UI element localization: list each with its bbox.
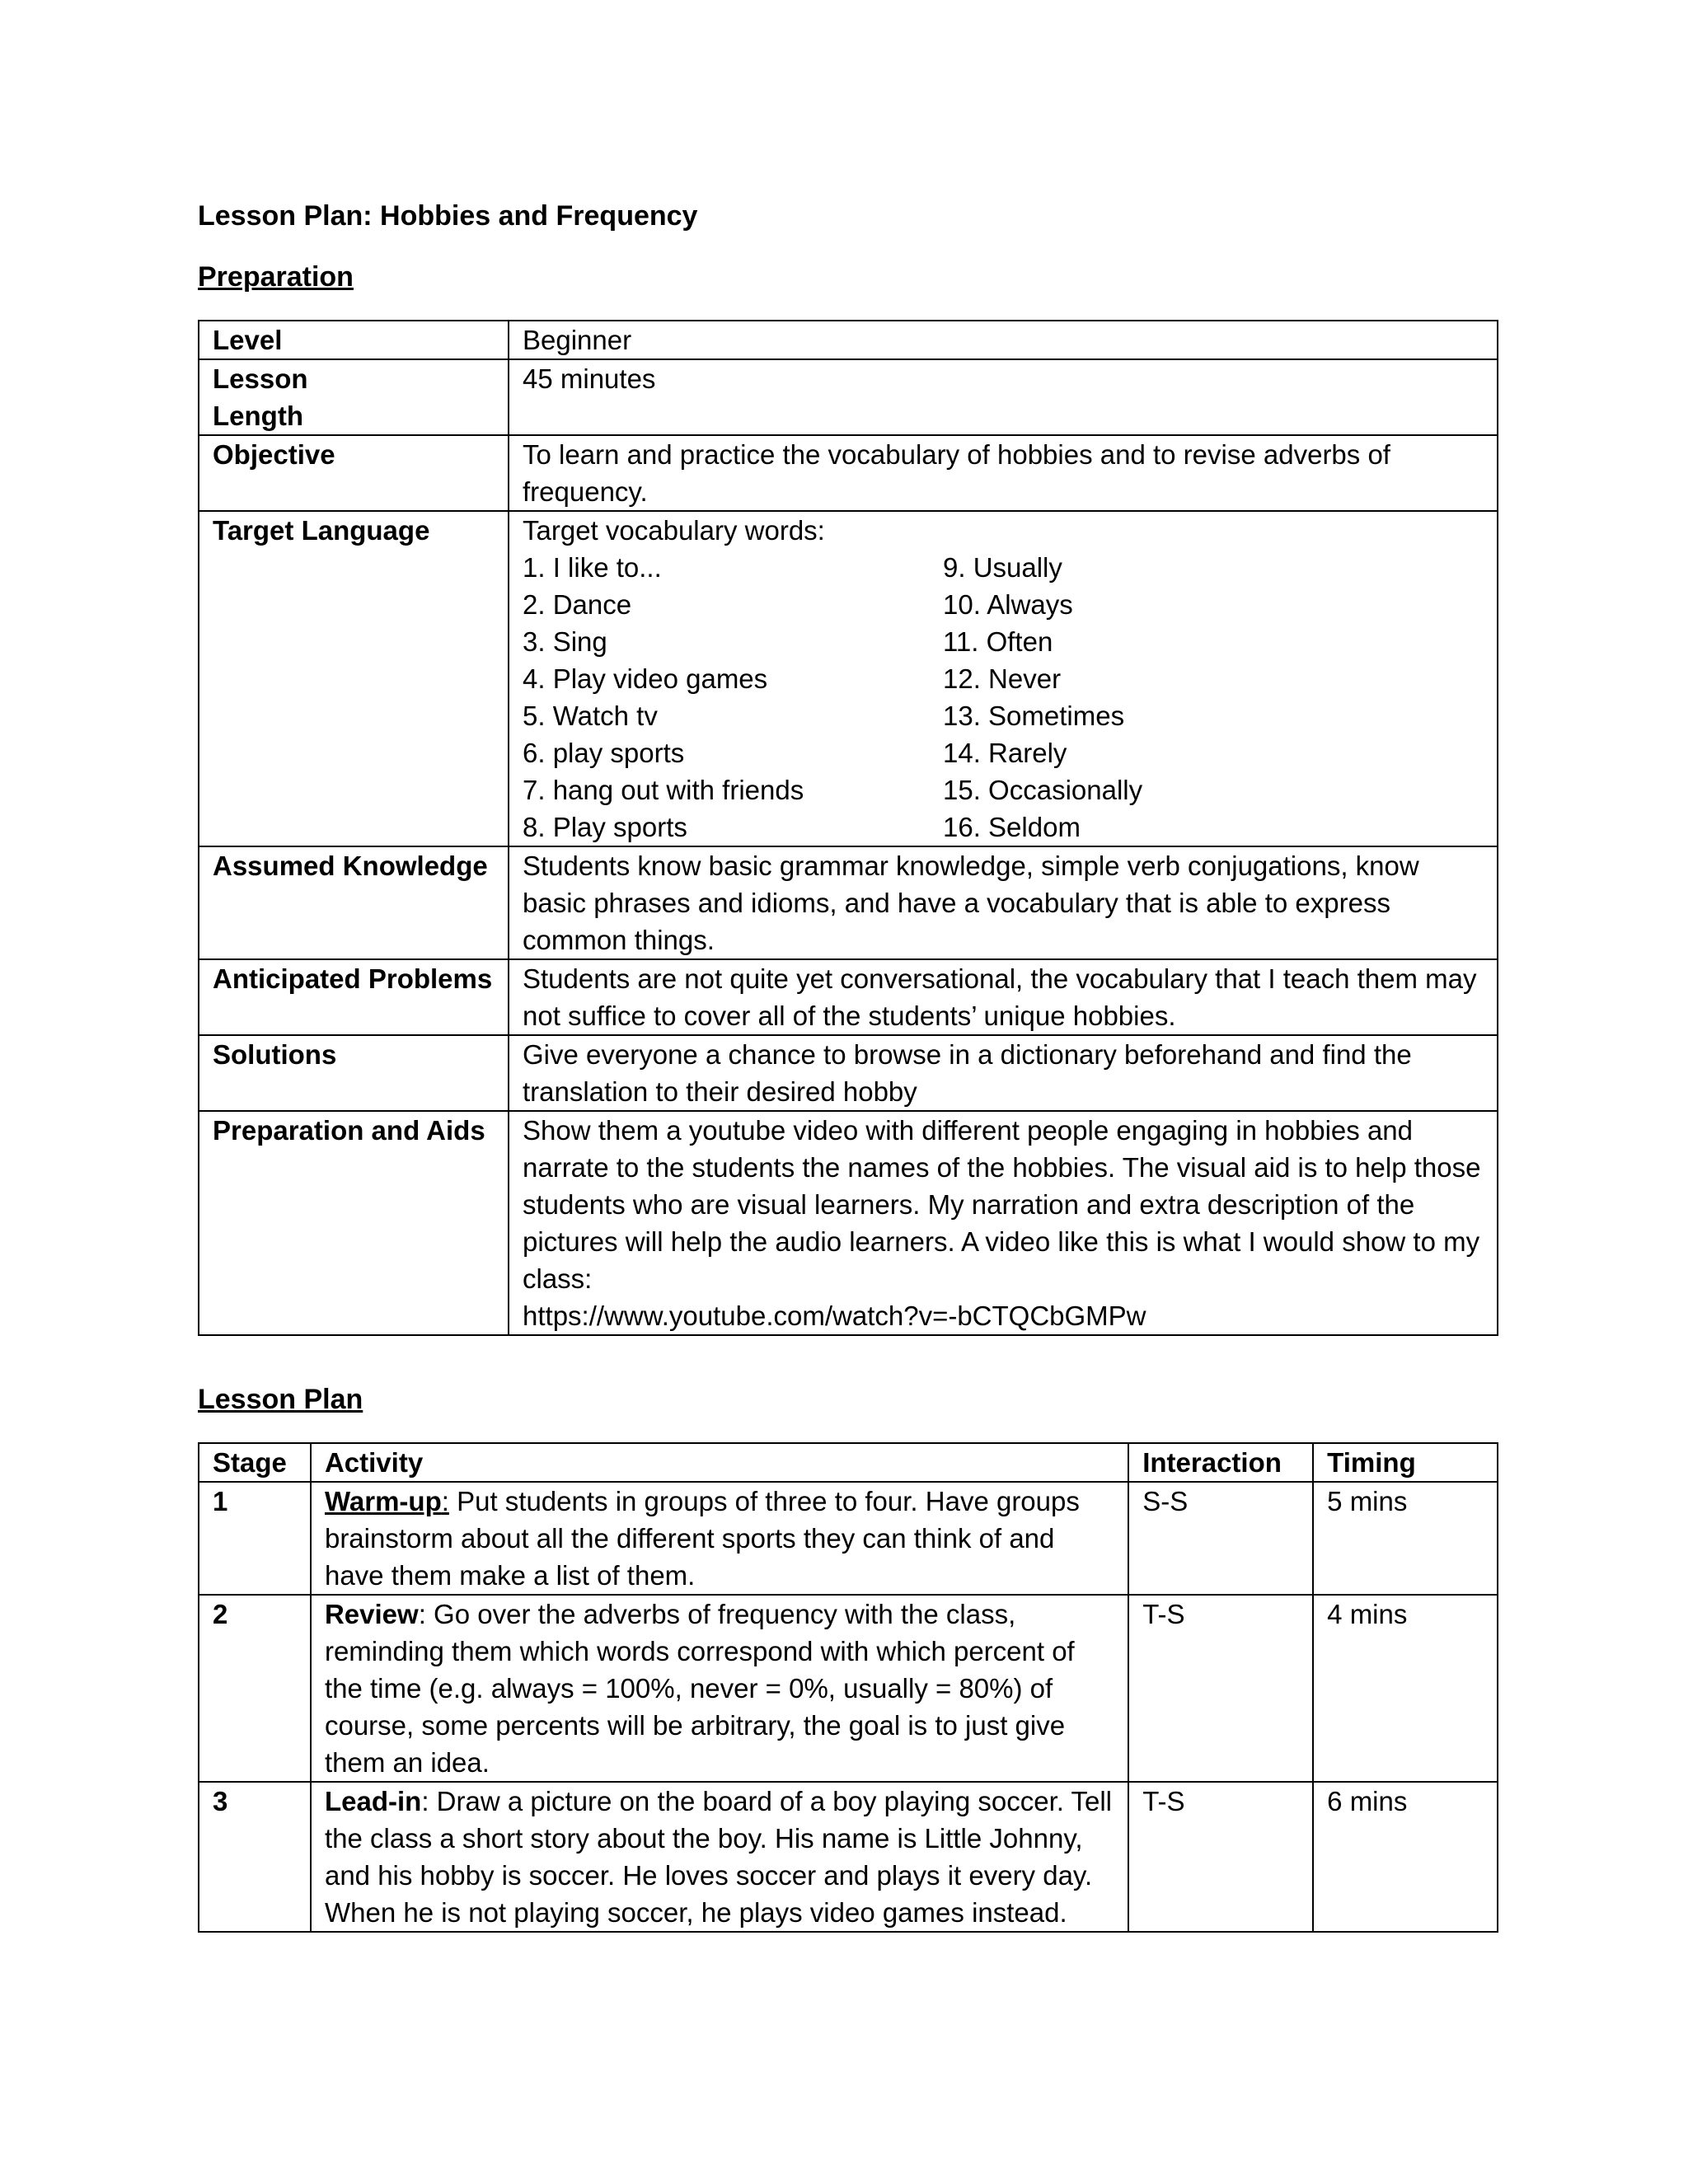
- lesson-length-label-line1: Lesson: [213, 363, 308, 394]
- preparation-aids-label: Preparation and Aids: [199, 1111, 509, 1335]
- activity-cell: [311, 1782, 1128, 1932]
- activity-separator: :: [441, 1486, 449, 1516]
- target-language-label: Target Language: [199, 511, 509, 846]
- target-vocabulary-intro: Target vocabulary words:: [523, 515, 825, 546]
- prep-row-lesson-length: [199, 359, 1498, 435]
- timing-cell: 5 mins: [1313, 1482, 1498, 1595]
- table-row: [199, 1595, 1498, 1782]
- table-row: [199, 1782, 1498, 1932]
- solutions-value: Give everyone a chance to browse in a dictionary beforehand and find the translation to their desired hobby: [509, 1035, 1498, 1111]
- level-value: Beginner: [509, 321, 1498, 359]
- solutions-label: Solutions: [199, 1035, 509, 1111]
- vocab-item: 6. play sports: [523, 738, 685, 768]
- preparation-aids-value: [509, 1111, 1498, 1335]
- activity-name: Lead-in: [324, 1786, 422, 1816]
- lesson-header-row: [199, 1443, 1498, 1482]
- timing-cell: 4 mins: [1313, 1595, 1498, 1782]
- vocab-item: 3. Sing: [523, 626, 607, 657]
- vocab-item: 15. Occasionally: [943, 775, 1143, 805]
- anticipated-problems-label: Anticipated Problems: [199, 959, 509, 1035]
- timing-cell: 6 mins: [1313, 1782, 1498, 1932]
- preparation-aids-text: Show them a youtube video with different people engaging in hobbies and narrate to the students the names of the hobbies. The visual aid is to help those students who are visual learners. My narration and extra description of the pictures will help the audio learners. A video like this is what I would show to my class:: [523, 1115, 1481, 1294]
- vocab-item: 4. Play video games: [523, 663, 768, 694]
- timing-header: Timing: [1313, 1443, 1498, 1482]
- activity-separator: :: [418, 1599, 426, 1629]
- prep-row-preparation-aids: [199, 1111, 1498, 1335]
- interaction-cell: S-S: [1128, 1482, 1313, 1595]
- prep-row-target-language: [199, 511, 1498, 846]
- vocab-item: 14. Rarely: [943, 738, 1067, 768]
- lesson-plan-heading: Lesson Plan: [198, 1384, 363, 1415]
- activity-cell: [311, 1482, 1128, 1595]
- vocab-item: 13. Sometimes: [943, 701, 1125, 731]
- document-title: Lesson Plan: Hobbies and Frequency: [198, 200, 698, 232]
- lesson-length-value: 45 minutes: [509, 359, 1498, 435]
- activity-name: Review: [324, 1599, 419, 1629]
- prep-row-assumed-knowledge: [199, 846, 1498, 959]
- stage-number: 1: [199, 1482, 311, 1595]
- video-link[interactable]: https://www.youtube.com/watch?v=-bCTQCbGMPw: [523, 1301, 1146, 1331]
- lesson-length-label-line2: Length: [213, 401, 303, 431]
- vocab-item: 1. I like to...: [523, 552, 662, 583]
- activity-separator: :: [421, 1786, 429, 1816]
- anticipated-problems-value: Students are not quite yet conversational, the vocabulary that I teach them may not suffice to cover all of the students’ unique hobbies.: [509, 959, 1498, 1035]
- activity-name: Warm-up: [324, 1486, 442, 1516]
- interaction-cell: T-S: [1128, 1782, 1313, 1932]
- vocab-item: 12. Never: [943, 663, 1062, 694]
- preparation-table: [198, 320, 1498, 1336]
- preparation-heading: Preparation: [198, 261, 354, 293]
- vocab-item: 11. Often: [943, 626, 1053, 657]
- stage-number: 3: [199, 1782, 311, 1932]
- objective-value: To learn and practice the vocabulary of hobbies and to revise adverbs of frequency.: [509, 435, 1498, 511]
- activity-description: Put students in groups of three to four. Have groups brainstorm about all the different sports they can think of and have them make a list of them.: [324, 1486, 1080, 1591]
- prep-row-objective: [199, 435, 1498, 511]
- activity-cell: [311, 1595, 1128, 1782]
- activity-description: Draw a picture on the board of a boy playing soccer. Tell the class a short story about the boy. His name is Little Johnny, and his hobby is soccer. He loves soccer and plays it every day. When he is not playing soccer, he plays video games instead.: [324, 1786, 1113, 1928]
- prep-row-level: [199, 321, 1498, 359]
- activity-description: Go over the adverbs of frequency with the class, reminding them which words correspond with which percent of the time (e.g. always = 100%, never = 0%, usually = 80%) of course, some percents will be arbitrary, the goal is to just give them an idea.: [324, 1599, 1075, 1778]
- prep-row-anticipated-problems: [199, 959, 1498, 1035]
- vocab-item: 2. Dance: [523, 589, 632, 620]
- table-row: [199, 1482, 1498, 1595]
- objective-label: Objective: [199, 435, 509, 511]
- interaction-cell: T-S: [1128, 1595, 1313, 1782]
- prep-row-solutions: [199, 1035, 1498, 1111]
- lesson-length-label: [199, 359, 509, 435]
- interaction-header: Interaction: [1128, 1443, 1313, 1482]
- vocab-item: 9. Usually: [943, 552, 1062, 583]
- vocab-item: 16. Seldom: [943, 812, 1081, 842]
- target-language-value: [509, 511, 1498, 846]
- stage-number: 2: [199, 1595, 311, 1782]
- vocab-item: 7. hang out with friends: [523, 775, 804, 805]
- vocab-item: 10. Always: [943, 589, 1073, 620]
- lesson-plan-table: [198, 1442, 1498, 1933]
- activity-header: Activity: [311, 1443, 1128, 1482]
- level-label: Level: [199, 321, 509, 359]
- vocab-item: 8. Play sports: [523, 812, 687, 842]
- vocab-item: 5. Watch tv: [523, 701, 658, 731]
- vocabulary-list: [523, 549, 1484, 846]
- assumed-knowledge-label: Assumed Knowledge: [199, 846, 509, 959]
- stage-header: Stage: [199, 1443, 311, 1482]
- assumed-knowledge-value: Students know basic grammar knowledge, simple verb conjugations, know basic phrases and idioms, and have a vocabulary that is able to express common things.: [509, 846, 1498, 959]
